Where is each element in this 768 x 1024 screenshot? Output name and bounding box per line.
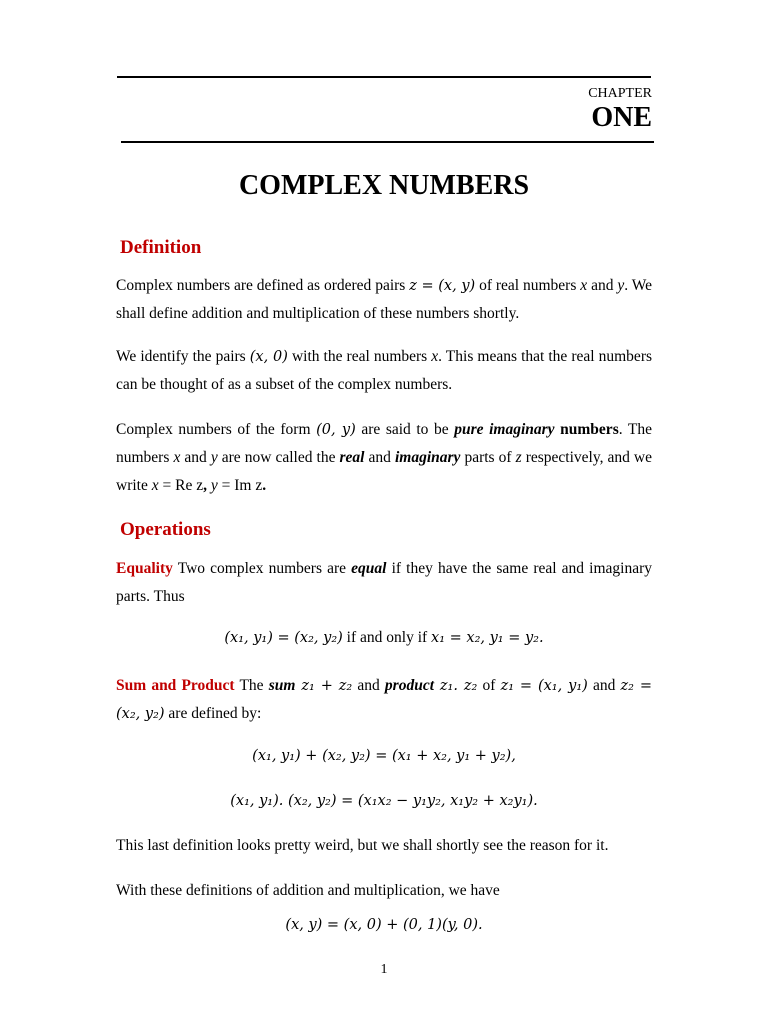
paragraph-weird: This last definition looks pretty weird, but we shall shortly see the reason for it. bbox=[116, 837, 609, 854]
heading-definition: Definition bbox=[120, 237, 202, 258]
paragraph-definition-1: Complex numbers are defined as ordered pairs z = (x, y) of real numbers x and y. We shall define addition and multiplication of these numbers shortly. bbox=[116, 277, 652, 322]
equation-equality: (x₁, y₁) = (x₂, y₂) if and only if x₁ = x₂, y₁ = y₂. bbox=[224, 629, 544, 646]
header-rule-bottom bbox=[121, 141, 654, 143]
equality-label: Equality bbox=[116, 560, 173, 577]
paragraph-with-definitions: With these definitions of addition and multiplication, we have bbox=[116, 882, 500, 899]
equation-sum: (x₁, y₁) + (x₂, y₂) = (x₁ + x₂, y₁ + y₂), bbox=[252, 748, 516, 764]
heading-operations: Operations bbox=[120, 519, 211, 540]
equation-decomposition: (x, y) = (x, 0) + (0, 1)(y, 0). bbox=[285, 917, 483, 933]
chapter-number: ONE bbox=[591, 102, 652, 133]
paragraph-sum-product: Sum and Product The sum z₁ + z₂ and product z₁. z₂ of z₁ = (x₁, y₁) and z₂ = (x₂, y₂) are defined by: bbox=[116, 677, 653, 722]
page-title: COMPLEX NUMBERS bbox=[238, 170, 530, 201]
equation-product: (x₁, y₁). (x₂, y₂) = (x₁x₂ − y₁y₂, x₁y₂ + x₂y₁). bbox=[230, 793, 538, 809]
chapter-label: CHAPTER bbox=[588, 86, 652, 101]
header-rule-top bbox=[117, 76, 651, 78]
paragraph-definition-3: Complex numbers of the form (0, y) are said to be pure imaginary numbers. The numbers x and y are now called the real and imaginary parts of z respectively, and we write x = Re z, y = Im z. bbox=[116, 421, 653, 494]
sum-product-label: Sum and Product bbox=[116, 677, 235, 694]
page-number: 1 bbox=[380, 962, 388, 977]
paragraph-definition-2: We identify the pairs (x, 0) with the real numbers x. This means that the real numbers can be thought of as a subset of the complex numbers. bbox=[116, 348, 653, 393]
paragraph-equality: Equality Two complex numbers are equal if they have the same real and imaginary parts. Thus bbox=[116, 560, 652, 605]
